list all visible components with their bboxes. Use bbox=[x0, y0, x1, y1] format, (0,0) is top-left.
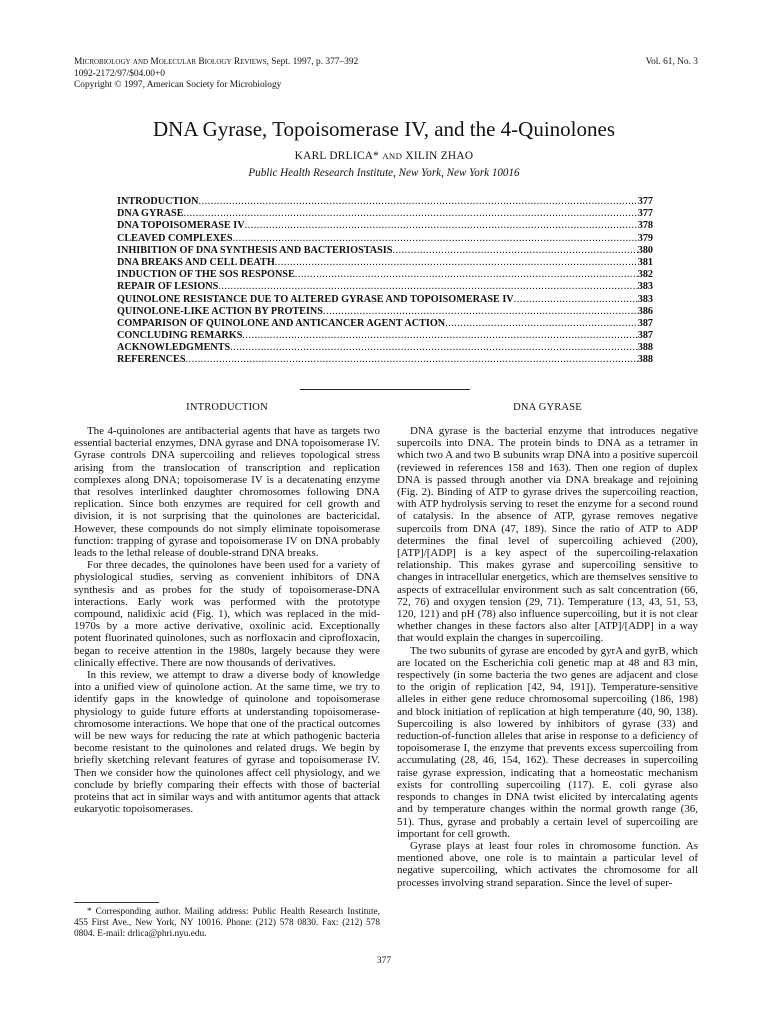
toc-entry-title: INDUCTION OF THE SOS RESPONSE bbox=[117, 269, 295, 281]
toc-entry-title: COMPARISON OF QUINOLONE AND ANTICANCER AGENT ACTION bbox=[117, 317, 446, 329]
toc-leader-dots bbox=[323, 306, 638, 318]
journal-name: Microbiology and Molecular Biology Reviews bbox=[74, 57, 267, 67]
section-heading-dna-gyrase: DNA GYRASE bbox=[513, 402, 582, 413]
toc-entry-page: 388 bbox=[637, 354, 653, 366]
journal-line bbox=[74, 57, 698, 69]
left-column bbox=[74, 402, 380, 816]
toc-entry-page: 387 bbox=[637, 330, 653, 342]
toc-entry bbox=[117, 245, 653, 257]
right-column bbox=[397, 402, 698, 889]
toc-leader-dots bbox=[245, 220, 638, 232]
affiliation: Public Health Research Institute, New York, New York 10016 bbox=[248, 167, 520, 179]
author-conjunction: AND bbox=[382, 151, 403, 161]
toc-entry-title: QUINOLONE RESISTANCE DUE TO ALTERED GYRASE AND TOPOISOMERASE IV bbox=[117, 293, 514, 305]
toc-entry-page: 387 bbox=[637, 317, 653, 329]
toc-leader-dots bbox=[218, 281, 637, 293]
body-paragraph: In this review, we attempt to draw a diverse body of knowledge into a unified view of quinolone action. At the same time, we try to identify gaps in the knowledge of quinolone and topoisomerase physiology to guide future efforts at understanding topoisomerase-chromosome interactions. We hope that one of the practical outcomes will be new ways for reducing the rate at which pathogenic bacteria become resistant to the quinolones and related drugs. We begin by briefly sketching relevant features of gyrase and topoisomerase IV. Then we consider how the quinolones affect cell physiology, and we conclude by briefly comparing their effects with those of bacterial proteins that act in similar ways and with antitumor agents that attack eukaryotic topoisomerases. bbox=[74, 669, 380, 816]
toc-entry-page: 382 bbox=[637, 269, 653, 281]
toc-entry-title: QUINOLONE-LIKE ACTION BY PROTEINS bbox=[117, 305, 323, 317]
toc-entry-page: 383 bbox=[637, 293, 653, 305]
toc-entry bbox=[117, 233, 653, 245]
toc-entry-title: ACKNOWLEDGMENTS bbox=[117, 342, 231, 354]
toc-entry bbox=[117, 306, 653, 318]
body-paragraph: DNA gyrase is the bacterial enzyme that introduces negative supercoils into DNA. The protein binds to DNA as a tetramer in which two A and two B subunits wrap DNA into a positive supercoil (reviewed in references 158 and 163). Then one region of duplex DNA is passed through another via DNA breakage and rejoining (Fig. 2). Binding of ATP to gyrase drives the supercoiling reaction, with ATP hydrolysis serving to reset the enzyme for a second round of catalysis. In the absence of ATP, gyrase removes negative supercoils from DNA (47, 189). Since the ratio of ATP to ADP determines the final level of supercoiling achieved (200), [ATP]/[ADP] is a key aspect of the supercoiling-relaxation relationship. This makes gyrase and supercoiling sensitive to changes in intracellular energetics, which are themselves sensitive to aspects of extracellular environment such as salt concentration (66, 72, 76) and oxygen tension (29, 71). Temperature (13, 43, 51, 53, 120, 121) and pH (78) also influence supercoiling, but it is not clear whether changes in these factors also alter [ATP]/[ADP] in a way that would explain the changes in supercoiling. bbox=[397, 425, 698, 645]
author-1: KARL DRLICA* bbox=[294, 150, 380, 162]
body-paragraph: The two subunits of gyrase are encoded by gyrA and gyrB, which are located on the Escherichia coli genetic map at 48 and 83 min, respectively (in some bacteria the two genes are adjacent and close to the origin of replication [42, 94, 191]). Temperature-sensitive alleles in either gene reduce chromosomal supercoiling (186, 198) and block initiation of replication at high temperature (40, 90, 138). Supercoiling is also lowered by inhibitors of gyrase (33) and reduction-of-function alleles that arise in response to a deficiency of topoisomerase I, the enzyme that prevents excess supercoiling from accumulating (28, 46, 154, 162). These decreases in supercoiling raise gyrase expression, indicating that a homeostatic mechanism exists for controlling supercoiling (117). E. coli gyrase also responds to changes in DNA twist elicited by intercalating agents and by temperature changes within the normal growth range (36, 51). Thus, gyrase and probably a certain level of supercoiling are important for cell growth. bbox=[397, 644, 698, 840]
copyright: Copyright © 1997, American Society for Microbiology bbox=[74, 80, 282, 90]
toc-entry-page: 386 bbox=[637, 305, 653, 317]
toc-entry-page: 383 bbox=[637, 281, 653, 293]
table-of-contents bbox=[117, 196, 653, 367]
toc-entry bbox=[117, 220, 653, 232]
section-divider bbox=[300, 389, 470, 390]
toc-entry bbox=[117, 342, 653, 354]
corresponding-author-note: * Corresponding author. Mailing address: Public Health Research Institute, 455 First Ave., New York, NY 10016. Phone: (212) 578 0830. Fax: (212) 578 0804. E-mail: drlica@phri.nyu.edu. bbox=[74, 907, 380, 940]
footnote-divider bbox=[74, 902, 159, 903]
running-header bbox=[74, 57, 698, 92]
toc-entry bbox=[117, 330, 653, 342]
toc-entry-title: DNA TOPOISOMERASE IV bbox=[117, 220, 245, 232]
toc-entry-title: REPAIR OF LESIONS bbox=[117, 281, 219, 293]
body-paragraph: The 4-quinolones are antibacterial agents that have as targets two essential bacterial enzymes, DNA gyrase and DNA topoisomerase IV. Gyrase controls DNA supercoiling and relieves topological stress arising from the translocation of transcription and replication complexes along DNA; topoisomerase IV is a decatenating enzyme that resolves interlinked daughter chromosomes following DNA replication. Since both enzymes are required for cell growth and division, it is not surprising that the quinolones are bactericidal. However, these compounds do not simply eliminate topoisomerase function: trapping of gyrase and topoisomerase IV on DNA probably leads to the lethal release of double-strand DNA breaks. bbox=[74, 425, 380, 560]
body-paragraph: For three decades, the quinolones have been used for a variety of physiological studies, serving as convenient inhibitors of DNA synthesis and as probes for the study of topoisomerase-DNA interactions. Early work was performed with the prototype compound, nalidixic acid (Fig. 1), which was replaced in the mid-1970s by a more active derivative, oxolinic acid. Exceptionally potent fluorinated quinolones, such as norfloxacin and ciprofloxacin, began to receive attention in the 1980s, largely because they were clinically effective. There are now thousands of derivatives. bbox=[74, 559, 380, 669]
toc-entry-page: 381 bbox=[637, 256, 653, 268]
toc-entry-page: 388 bbox=[637, 342, 653, 354]
section-heading-introduction: INTRODUCTION bbox=[186, 402, 268, 413]
article-title: DNA Gyrase, Topoisomerase IV, and the 4-Quinolones bbox=[152, 117, 615, 141]
toc-leader-dots bbox=[199, 196, 638, 208]
date-pages: , Sept. 1997, p. 377–392 bbox=[266, 57, 359, 67]
toc-leader-dots bbox=[295, 269, 638, 281]
toc-leader-dots bbox=[392, 245, 637, 257]
issn: 1092-2172/97/$04.00+0 bbox=[74, 68, 165, 79]
toc-leader-dots bbox=[242, 330, 637, 342]
toc-entry-page: 378 bbox=[637, 220, 653, 232]
toc-entry-page: 379 bbox=[637, 232, 653, 244]
toc-entry-title: INTRODUCTION bbox=[117, 196, 199, 207]
toc-entry-title: DNA BREAKS AND CELL DEATH bbox=[117, 256, 275, 268]
toc-leader-dots bbox=[275, 257, 638, 269]
author-2: XILIN ZHAO bbox=[405, 150, 474, 162]
toc-entry bbox=[117, 208, 653, 220]
toc-entry-title: REFERENCES bbox=[117, 354, 186, 366]
toc-entry bbox=[117, 196, 653, 208]
toc-leader-dots bbox=[233, 233, 638, 245]
body-paragraph: Gyrase plays at least four roles in chromosome function. As mentioned above, one role is to maintain a particular level of negative supercoiling, which activates the chromosome for all processes involving strand separation. Since the level of super- bbox=[397, 839, 698, 889]
toc-entry bbox=[117, 294, 653, 306]
toc-entry bbox=[117, 281, 653, 293]
toc-leader-dots bbox=[184, 208, 638, 220]
page-number: 377 bbox=[376, 956, 392, 966]
toc-entry-page: 380 bbox=[637, 244, 653, 256]
toc-entry-title: DNA GYRASE bbox=[117, 208, 184, 220]
toc-entry bbox=[117, 269, 653, 281]
author-line bbox=[0, 150, 768, 162]
toc-entry bbox=[117, 257, 653, 269]
toc-entry bbox=[117, 354, 653, 366]
toc-entry-title: CLEAVED COMPLEXES bbox=[117, 232, 233, 244]
toc-entry-page: 377 bbox=[637, 208, 653, 220]
toc-entry-title: CONCLUDING REMARKS bbox=[117, 330, 243, 342]
toc-leader-dots bbox=[514, 294, 638, 306]
toc-entry-title: INHIBITION OF DNA SYNTHESIS AND BACTERIOSTASIS bbox=[117, 244, 393, 256]
toc-entry bbox=[117, 318, 653, 330]
volume-issue: Vol. 61, No. 3 bbox=[645, 57, 698, 67]
toc-leader-dots bbox=[186, 354, 638, 366]
toc-leader-dots bbox=[230, 342, 638, 354]
footnote bbox=[74, 907, 380, 941]
toc-leader-dots bbox=[445, 318, 638, 330]
toc-entry-page: 377 bbox=[637, 196, 653, 207]
